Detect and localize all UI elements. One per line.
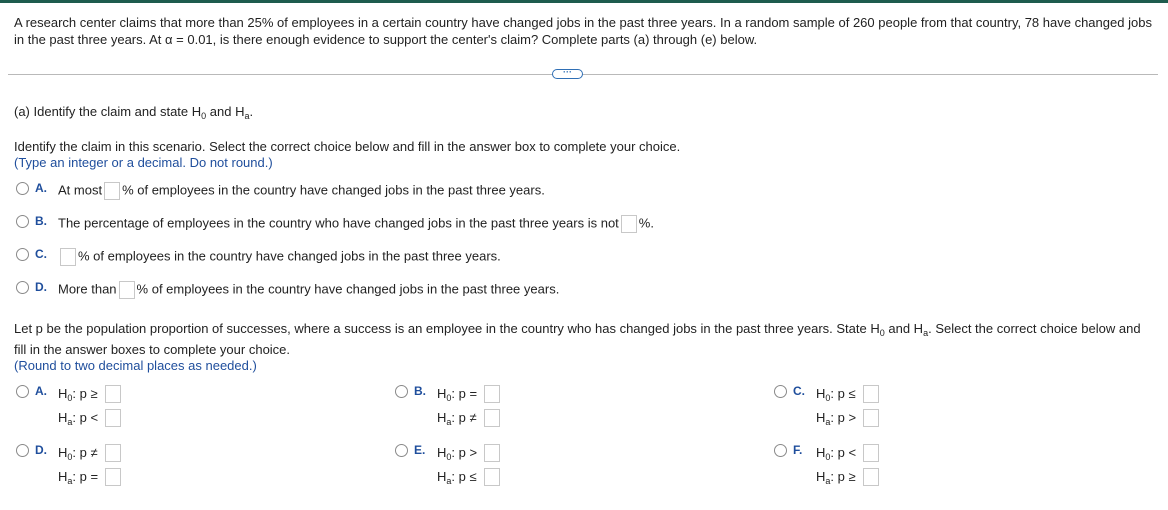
claim-instruction: Identify the claim in this scenario. Select the correct choice below and fill in the answer box to complete your choice.	[14, 139, 681, 154]
part-a-title-text: (a) Identify the claim and state H	[14, 104, 202, 119]
hypothesis-choice-f-ha-input[interactable]	[863, 468, 879, 486]
ha-relation: : p ≠	[451, 410, 477, 425]
top-accent-bar	[0, 0, 1168, 3]
h0-sub: 0	[825, 393, 831, 403]
hypothesis-choice-d-h0-input[interactable]	[105, 444, 121, 462]
hypothesis-choice-c-radio[interactable]	[774, 385, 787, 398]
alpha-symbol: α	[165, 32, 173, 47]
claim-choice-b-radio[interactable]	[16, 215, 29, 228]
hypothesis-line-1-suffix: . Select the correct choice below and	[928, 321, 1141, 336]
hypothesis-choice-c-h0-input[interactable]	[863, 385, 879, 403]
expand-more-button[interactable]: ···	[552, 69, 583, 79]
hypothesis-choice-f-h0-input[interactable]	[863, 444, 879, 462]
ha-sub: a	[825, 476, 831, 486]
ha-sub: a	[446, 476, 452, 486]
hypothesis-choice-c-h0	[816, 386, 856, 401]
claim-choice-c-radio[interactable]	[16, 248, 29, 261]
part-a-title	[14, 104, 253, 119]
claim-choice-a	[58, 182, 545, 200]
hypothesis-choice-a-ha	[58, 410, 98, 425]
hypothesis-choice-b-letter: B.	[414, 384, 426, 398]
h-letter: H	[437, 445, 447, 460]
claim-choice-c	[58, 248, 501, 266]
ha-sub: a	[446, 417, 452, 427]
claim-choice-d-letter: D.	[35, 280, 47, 294]
hypothesis-choice-f-h0	[816, 445, 856, 460]
h-letter: H	[58, 445, 68, 460]
problem-line-2-suffix: = 0.01, is there enough evidence to support the center's claim? Complete parts (a) through (e) below.	[172, 32, 758, 47]
ha-sub: a	[825, 417, 831, 427]
hypothesis-choice-f-ha	[816, 469, 856, 484]
h0-sub: 0	[825, 452, 831, 462]
claim-choice-d	[58, 281, 559, 299]
claim-choice-d-input[interactable]	[119, 281, 135, 299]
hypothesis-choice-b-radio[interactable]	[395, 385, 408, 398]
claim-choice-d-radio[interactable]	[16, 281, 29, 294]
hypothesis-choice-d-letter: D.	[35, 443, 47, 457]
claim-choice-a-input[interactable]	[104, 182, 120, 200]
ha-relation: : p >	[830, 410, 857, 425]
h-letter: H	[816, 445, 826, 460]
h0-relation: : p ≥	[72, 386, 98, 401]
claim-choice-c-input[interactable]	[60, 248, 76, 266]
claim-choice-b-prefix: The percentage of employees in the country who have changed jobs in the past three years is not	[58, 215, 619, 231]
h-letter: H	[816, 386, 826, 401]
hypothesis-choice-c-ha-input[interactable]	[863, 409, 879, 427]
h-letter: H	[58, 469, 68, 484]
h0-sub: 0	[67, 452, 73, 462]
claim-choice-d-suffix: % of employees in the country have changed jobs in the past three years.	[136, 281, 560, 297]
h0-sub: 0	[67, 393, 73, 403]
ha-relation: : p =	[72, 469, 99, 484]
ha-relation: : p <	[72, 410, 99, 425]
problem-statement	[14, 14, 1154, 48]
hypothesis-hint: (Round to two decimal places as needed.)	[14, 358, 257, 373]
problem-line-1: A research center claims that more than 25% of employees in a certain country have changed jobs in the past three years. In a random sample of 260 people from that country, 78 have changed	[14, 15, 1125, 30]
hypothesis-choice-e-ha	[437, 469, 477, 484]
hypothesis-choice-b-h0-input[interactable]	[484, 385, 500, 403]
hypothesis-choice-e-ha-input[interactable]	[484, 468, 500, 486]
hypothesis-choice-a-h0-input[interactable]	[105, 385, 121, 403]
claim-choice-c-letter: C.	[35, 247, 47, 261]
h0-relation: : p ≠	[72, 445, 98, 460]
claim-choice-d-prefix: More than	[58, 281, 117, 297]
h-letter: H	[58, 410, 68, 425]
claim-choice-a-prefix: At most	[58, 182, 103, 198]
h0-relation: : p =	[451, 386, 478, 401]
hypothesis-line-1-prefix: Let p be the population proportion of successes, where a success is an employee in the country who has changed jobs in the past three years. State H	[14, 321, 880, 336]
h-letter: H	[437, 386, 447, 401]
hypothesis-choice-b-ha	[437, 410, 477, 425]
h0-relation: : p <	[830, 445, 857, 460]
h-letter: H	[437, 469, 447, 484]
claim-choice-c-suffix: % of employees in the country have changed jobs in the past three years.	[78, 248, 501, 264]
hypothesis-choice-e-h0	[437, 445, 477, 460]
section-divider	[8, 74, 1158, 75]
claim-choice-b	[58, 215, 654, 233]
h-letter: H	[437, 410, 447, 425]
h0-sub: 0	[446, 393, 452, 403]
hypothesis-instruction-line-2: fill in the answer boxes to complete your choice.	[14, 342, 291, 357]
h0-relation: : p ≤	[830, 386, 856, 401]
claim-choice-a-radio[interactable]	[16, 182, 29, 195]
hypothesis-choice-e-letter: E.	[414, 443, 426, 457]
claim-choice-b-input[interactable]	[621, 215, 637, 233]
hypothesis-ha-subscript: a	[923, 328, 929, 338]
claim-hint: (Type an integer or a decimal. Do not round.)	[14, 155, 273, 170]
h0-sub: 0	[446, 452, 452, 462]
hypothesis-choice-a-radio[interactable]	[16, 385, 29, 398]
h-letter: H	[816, 469, 826, 484]
hypothesis-line-1-mid: and H	[884, 321, 924, 336]
hypothesis-choice-d-ha	[58, 469, 98, 484]
ha-sub: a	[67, 417, 73, 427]
h-letter: H	[58, 386, 68, 401]
hypothesis-choice-d-radio[interactable]	[16, 444, 29, 457]
hypothesis-choice-e-radio[interactable]	[395, 444, 408, 457]
h-letter: H	[816, 410, 826, 425]
hypothesis-choice-b-ha-input[interactable]	[484, 409, 500, 427]
ha-relation: : p ≥	[830, 469, 856, 484]
claim-choice-b-suffix: %.	[638, 215, 654, 231]
hypothesis-choice-d-h0	[58, 445, 98, 460]
hypothesis-h0-subscript: 0	[879, 328, 885, 338]
hypothesis-choice-a-letter: A.	[35, 384, 47, 398]
ha-subscript: a	[244, 111, 250, 121]
hypothesis-choice-b-h0	[437, 386, 477, 401]
hypothesis-instruction-line-1	[14, 321, 1141, 336]
h0-subscript: 0	[201, 111, 207, 121]
ha-relation: : p ≤	[451, 469, 477, 484]
part-a-title-mid: and H	[206, 104, 245, 119]
hypothesis-choice-f-letter: F.	[793, 443, 803, 457]
hypothesis-choice-c-ha	[816, 410, 856, 425]
ha-sub: a	[67, 476, 73, 486]
problem-line-2-prefix: jobs in the past three years. At	[14, 15, 1152, 47]
hypothesis-choice-a-h0	[58, 386, 98, 401]
claim-choice-b-letter: B.	[35, 214, 47, 228]
hypothesis-choice-e-h0-input[interactable]	[484, 444, 500, 462]
claim-choice-a-suffix: % of employees in the country have changed jobs in the past three years.	[122, 182, 545, 198]
part-a-title-end: .	[249, 104, 254, 119]
claim-choice-a-letter: A.	[35, 181, 47, 195]
hypothesis-choice-d-ha-input[interactable]	[105, 468, 121, 486]
hypothesis-choice-c-letter: C.	[793, 384, 805, 398]
h0-relation: : p >	[451, 445, 478, 460]
hypothesis-choice-f-radio[interactable]	[774, 444, 787, 457]
hypothesis-choice-a-ha-input[interactable]	[105, 409, 121, 427]
